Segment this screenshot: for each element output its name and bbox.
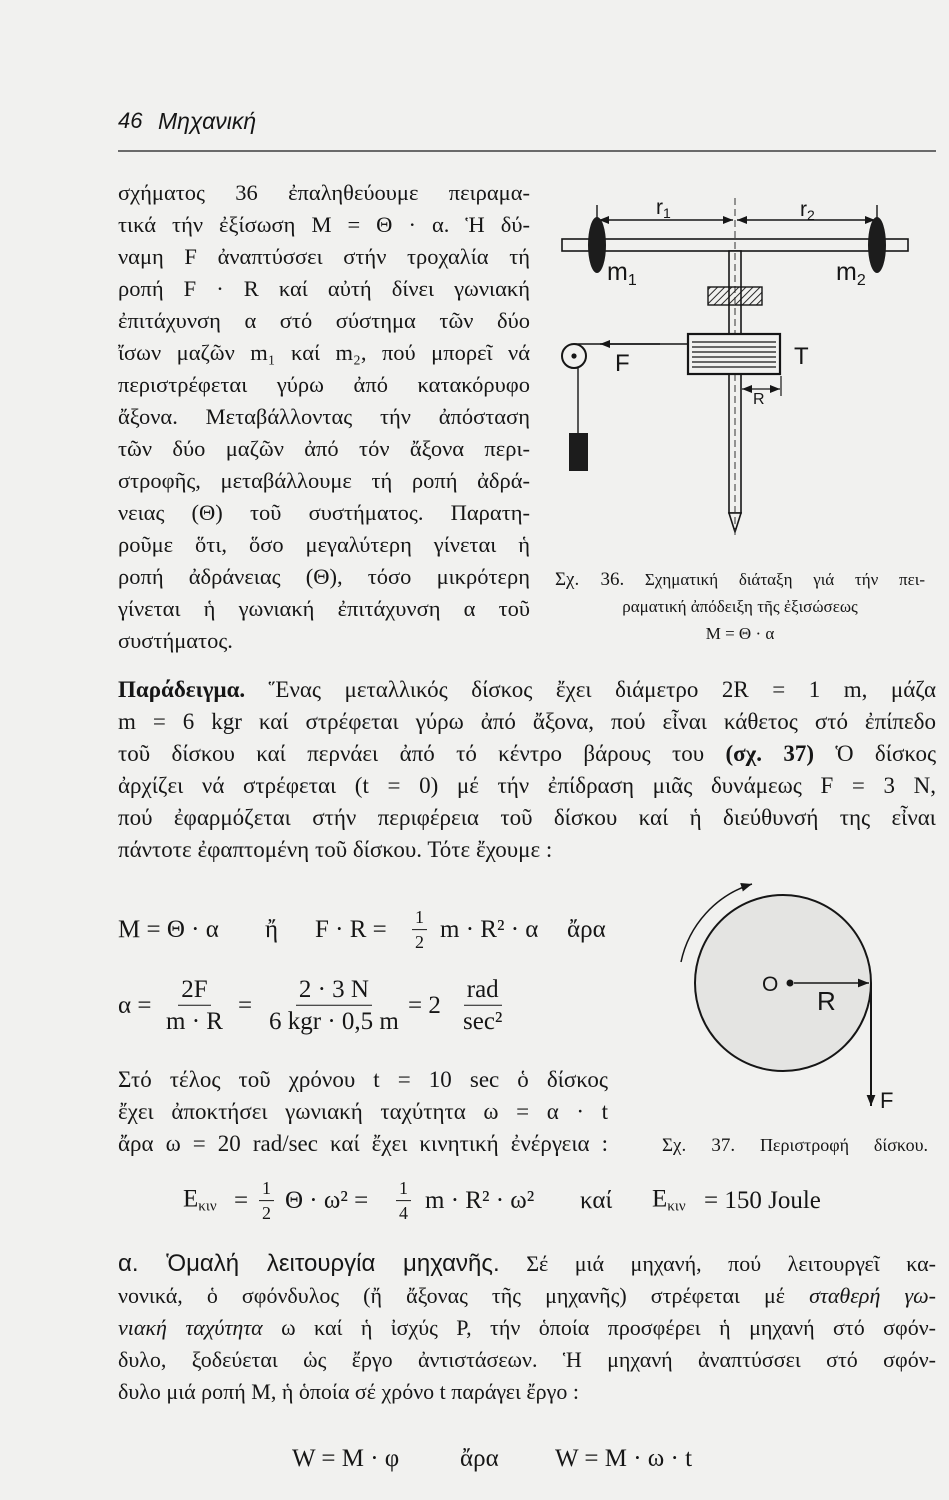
r2-label-base: r	[800, 198, 807, 221]
text-line	[118, 1280, 936, 1312]
text-line-content: ροπή F · R καί αὐτή δίνει γωνιακή	[118, 276, 530, 301]
r1-label-sub: 1	[663, 205, 671, 221]
text-segment: Ὁ δίσκος	[835, 741, 937, 766]
m1-label	[607, 258, 637, 289]
small-pulley-axle	[571, 353, 576, 358]
radius-label: R	[817, 986, 836, 1016]
text-line-content: τικά τήν ἐξίσωση Μ = Θ · α. Ἡ δύ-	[118, 212, 530, 237]
figure-37-diagram	[660, 865, 945, 1120]
fraction-body	[163, 977, 226, 1036]
fraction-body	[266, 977, 402, 1036]
fraction-body	[396, 1179, 411, 1223]
text-line-content: δυλο μιά ροπή M, ἡ ὁποία σέ χρόνο t παράγει ἔργο :	[118, 1379, 579, 1404]
section-heading: α. Ὁμαλή λειτουργία μηχανῆς.	[118, 1250, 500, 1277]
formula-segment: α =	[118, 991, 152, 1019]
caption-number: Σχ. 36.	[555, 569, 625, 590]
emphasis-text: νιακή ταχύτητα	[118, 1315, 263, 1340]
header-rule	[118, 150, 936, 152]
formula-result: = 150 Joule	[704, 1186, 821, 1214]
formula-segment: W = M · φ	[292, 1444, 400, 1472]
fraction-numerator: 1	[259, 1179, 274, 1201]
page-number: 46	[118, 108, 143, 133]
drum-pulley	[688, 334, 780, 374]
text-line-content: γίνεται ἡ γωνιακή ἐπιτάχυνση α τοῦ	[118, 596, 530, 621]
text-segment: ω καί ἡ ἰσχύς P, τήν ὁποία προσφέρει ἡ μηχανή στό σφόν-	[281, 1315, 936, 1340]
fraction-numerator: 2F	[178, 977, 210, 1006]
text-line	[118, 834, 936, 866]
text-line	[118, 273, 530, 305]
emphasis-text: σταθερή γω-	[809, 1283, 937, 1308]
figure-37-caption	[662, 1129, 928, 1161]
fraction	[396, 1179, 411, 1223]
mass-m1	[588, 217, 606, 273]
formula-segment: W = M · ω · t	[555, 1444, 693, 1472]
figure-reference: (σχ. 37)	[725, 741, 815, 766]
formula-segment: =	[238, 991, 253, 1019]
example-heading: Παράδειγμα.	[118, 677, 246, 702]
caption-text: Περιστροφή δίσκου.	[759, 1135, 928, 1155]
text-line-content: ἐπιτάχυνση α στό σύστημα τῶν δύο	[118, 308, 530, 333]
fraction-numerator: rad	[464, 977, 502, 1006]
running-title: Μηχανική	[158, 108, 257, 134]
text-line-content: νειας (Θ) τοῦ συστήματος. Παρατη-	[118, 500, 530, 525]
text-line	[118, 1128, 608, 1160]
text-line-content: συστήματος.	[118, 628, 233, 653]
formula-symbol	[183, 1187, 217, 1216]
text-line	[118, 1096, 608, 1128]
energy-symbol: E	[183, 1185, 199, 1213]
energy-symbol: E	[652, 1185, 668, 1213]
fraction	[412, 908, 427, 952]
text-line	[118, 305, 530, 337]
fraction-denominator: 4	[399, 1203, 408, 1223]
caption-line	[555, 593, 925, 620]
text-line	[118, 1344, 936, 1376]
bearing-hatched	[708, 287, 762, 305]
text-line	[118, 706, 936, 738]
caption-line-content	[555, 570, 925, 589]
formula-segment: m · R² · ω²	[425, 1186, 535, 1214]
caption-number: Σχ. 37.	[662, 1135, 736, 1156]
formula-segment: Μ = Θ · α	[118, 915, 219, 943]
fraction-numerator: 1	[412, 908, 427, 930]
text-line	[118, 593, 530, 625]
text-line-content	[118, 677, 936, 702]
text-line-content: περιστρέφεται γύρω ἀπό κατακόρυφο	[118, 372, 530, 397]
text-line-content: ἄρα ω = 20 rad/sec καί ἔχει κινητική ἐνέργεια :	[118, 1131, 608, 1156]
text-line-content	[118, 741, 936, 766]
fraction-numerator: 1	[396, 1179, 411, 1201]
mass-m2	[868, 217, 886, 273]
text-line	[118, 802, 936, 834]
text-line-content	[118, 1283, 936, 1308]
fraction	[460, 977, 505, 1036]
caption-line	[662, 1129, 928, 1161]
m1-label-base: m	[607, 258, 628, 286]
text-line-content: ἴσων μαζῶν m₁ καί m₂, πού μπορεῖ νά	[118, 340, 530, 365]
text-line	[118, 497, 530, 529]
text-line	[118, 561, 530, 593]
center-label: O	[762, 973, 779, 996]
text-line-content	[118, 1315, 936, 1340]
caption-equation: Μ = Θ · α	[705, 624, 775, 643]
disk-center	[787, 980, 794, 987]
m2-label	[836, 258, 866, 289]
caption-text: Σχηματική διάταξη γιά τήν πει-	[644, 570, 925, 589]
section-a-paragraph	[118, 1248, 936, 1408]
tension-label: T	[794, 343, 809, 370]
text-line	[118, 401, 530, 433]
text-line	[118, 369, 530, 401]
radius-label: R	[753, 391, 765, 408]
formula-segment: = 2	[408, 991, 441, 1019]
m1-label-sub: 1	[627, 272, 637, 289]
text-line-content: ναμη F ἀναπτύσσει στήν τροχαλία τή	[118, 244, 530, 269]
formula-conjunction: ἄρα	[460, 1444, 499, 1472]
fraction	[259, 1179, 274, 1223]
fraction-body	[460, 977, 505, 1036]
r1-label-base: r	[656, 196, 663, 219]
r2-label-sub: 2	[807, 207, 815, 223]
text-line	[118, 770, 936, 802]
text-line-content: τῶν δύο μαζῶν ἀπό τόν ἄξονα περι-	[118, 436, 530, 461]
fraction-denominator: m · R	[166, 1008, 223, 1035]
text-line-content: στροφῆς, μεταβάλλουμε τή ροπή ἀδρά-	[118, 468, 530, 493]
formula-segment: =	[234, 1186, 249, 1214]
text-line-content: Στό τέλος τοῦ χρόνου t = 10 sec ὁ δίσκος	[118, 1067, 608, 1092]
formula-segment: m · R² · α	[440, 915, 539, 943]
figure-36-diagram	[550, 190, 935, 540]
caption-line	[555, 620, 925, 647]
fraction-denominator: 2	[415, 932, 424, 952]
text-line	[118, 1248, 936, 1280]
text-line	[118, 433, 530, 465]
text-line	[118, 337, 530, 369]
r2-label	[800, 198, 815, 223]
energy-subscript: κιν	[667, 1198, 686, 1215]
caption-line-content	[662, 1135, 928, 1155]
text-line-content: πάντοτε ἐφαπτομένη τοῦ δίσκου. Τότε ἔχουμε :	[118, 837, 553, 862]
formula-conjunction: ἄρα	[567, 915, 606, 943]
energy-paragraph	[118, 1064, 608, 1160]
text-segment: τοῦ δίσκου καί περνάει ἀπό τό κέντρο βάρους του	[118, 741, 705, 766]
fraction-body	[259, 1179, 274, 1223]
text-line-content: δυλο, ξοδεύεται ὡς ἔργο ἀντιστάσεων. Ἡ μηχανή ἀναπτύσσει στό σφόν-	[118, 1347, 936, 1372]
example-paragraph	[118, 674, 936, 866]
formula-symbol	[652, 1187, 686, 1216]
text-segment: Ἕνας μεταλλικός δίσκος ἔχει διάμετρο 2R = 1 m, μάζα	[268, 677, 937, 702]
force-label: F	[880, 1088, 894, 1113]
text-line	[118, 738, 936, 770]
intro-paragraph	[118, 177, 530, 657]
text-line-content: ἀρχίζει νά στρέφεται (t = 0) μέ τήν ἐπίδραση μιᾶς δυνάμεως F = 3 N,	[118, 773, 936, 798]
fraction	[163, 977, 226, 1036]
text-line	[118, 1312, 936, 1344]
hanging-weight	[569, 433, 588, 471]
figure-36-caption	[555, 566, 925, 647]
m2-label-base: m	[836, 258, 857, 286]
formula-segment: F · R =	[315, 915, 387, 943]
energy-subscript: κιν	[198, 1198, 217, 1215]
caption-line	[555, 566, 925, 593]
text-line-content: πού ἐφαρμόζεται στήν περιφέρεια τοῦ δίσκου καί ἡ διεύθυνσή της εἶναι	[118, 805, 936, 830]
formula-segment: Θ · ω² =	[285, 1186, 369, 1214]
fraction-body	[412, 908, 427, 952]
text-line-content: ἔχει ἀποκτήσει γωνιακή ταχύτητα ω = α · t	[118, 1099, 608, 1124]
text-line	[118, 1064, 608, 1096]
formula-conjunction: καί	[580, 1186, 613, 1214]
text-line	[118, 209, 530, 241]
text-line	[118, 1376, 936, 1408]
text-line-content: ροῦμε ὅτι, ὅσο μεγαλύτερη γίνεται ἡ	[118, 532, 530, 557]
text-line	[118, 177, 530, 209]
text-line	[118, 674, 936, 706]
formula-conjunction: ἤ	[265, 915, 279, 943]
r1-label	[656, 196, 671, 221]
text-line-content: ροπή ἀδράνειας (Θ), τόσο μικρότερη	[118, 564, 530, 589]
text-line-content: σχήματος 36 ἐπαληθεύουμε πειραμα-	[118, 180, 530, 205]
text-line	[118, 529, 530, 561]
text-line	[118, 241, 530, 273]
text-segment: νονικά, ὁ σφόνδυλος (ἤ ἄξονας τῆς μηχανῆς) στρέφεται μέ	[118, 1283, 786, 1308]
fraction-numerator: 2 · 3 N	[296, 977, 372, 1006]
fraction-denominator: 6 kgr · 0,5 m	[269, 1008, 399, 1035]
text-segment: Σέ μιά μηχανή, πού λειτουργεῖ κα-	[526, 1251, 936, 1276]
text-line-content	[118, 1251, 936, 1276]
caption-text: ραματική ἀπόδειξη τῆς ἐξισώσεως	[622, 597, 858, 616]
fraction-denominator: 2	[262, 1203, 271, 1223]
text-line	[118, 465, 530, 497]
text-line-content: m = 6 kgr καί στρέφεται γύρω ἀπό ἄξονα, πού εἶναι κάθετος στό ἐπίπεδο	[118, 709, 936, 734]
m2-label-sub: 2	[856, 272, 866, 289]
force-label: F	[615, 350, 630, 377]
fraction-denominator: sec²	[463, 1008, 503, 1035]
text-line-content: ἄξονα. Μεταβάλλοντας τήν ἀπόσταση	[118, 404, 530, 429]
fraction	[266, 977, 402, 1036]
text-line	[118, 625, 530, 657]
